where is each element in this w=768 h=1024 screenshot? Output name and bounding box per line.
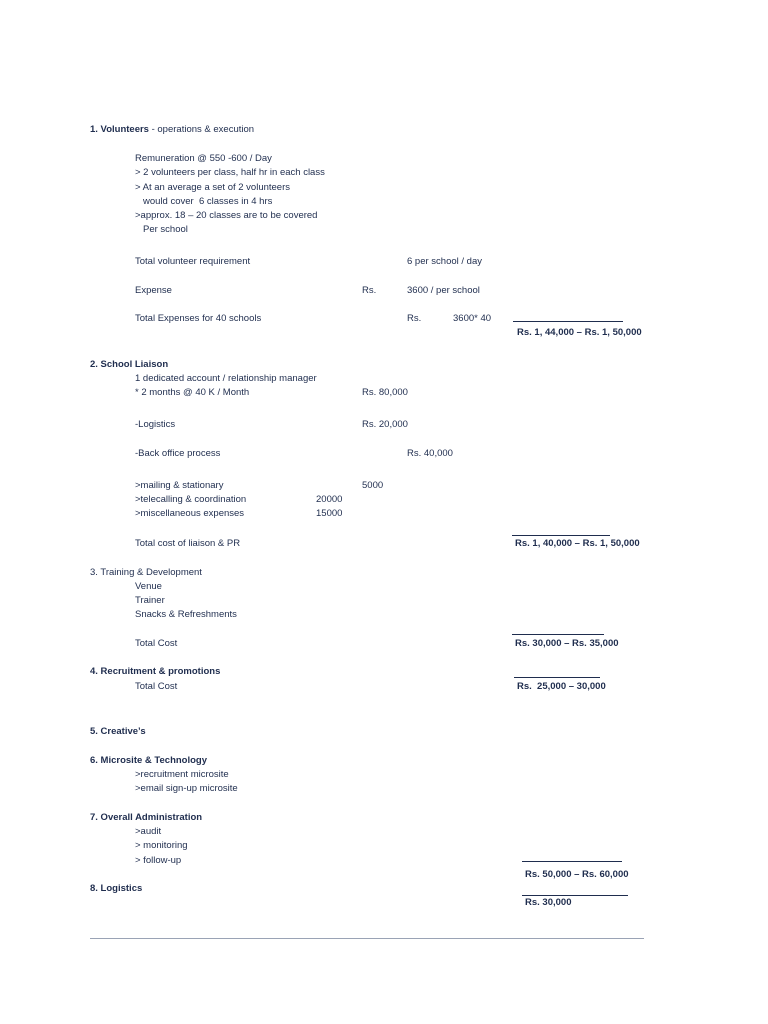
liaison-heading: 2. School Liaison [90,359,169,370]
recruitment-total-rule [514,677,600,678]
creatives-heading: 5. Creative’s [90,726,146,737]
liaison-manager-cost: Rs. 80,000 [362,387,408,398]
microsite-heading: 6. Microsite & Technology [90,755,208,766]
volunteers-heading-suffix: - operations & execution [148,124,255,135]
liaison-mailing-label: >mailing & stationary [135,480,224,491]
microsite-item: >recruitment microsite [135,769,229,780]
logistics-heading: 8. Logistics [90,883,143,894]
administration-total-rule [522,861,622,862]
liaison-misc-cost: 15000 [316,508,343,519]
liaison-total-label: Total cost of liaison & PR [135,538,241,549]
liaison-total-rule [512,535,610,536]
administration-item: >audit [135,826,162,837]
training-item: Trainer [135,595,165,606]
training-item: Venue [135,581,162,592]
recruitment-total-range: Rs. 25,000 – 30,000 [517,681,606,692]
administration-total-range: Rs. 50,000 – Rs. 60,000 [525,869,629,880]
liaison-telecalling-cost: 20000 [316,494,343,505]
volunteer-expense-label: Expense [135,285,172,296]
liaison-logistics-cost: Rs. 20,000 [362,419,408,430]
microsite-item: >email sign-up microsite [135,783,238,794]
volunteer-total-label: Total Expenses for 40 schools [135,313,262,324]
training-heading: 3. Training & Development [90,567,202,578]
volunteer-total-range: Rs. 1, 44,000 – Rs. 1, 50,000 [517,327,642,338]
liaison-mailing-cost: 5000 [362,480,384,491]
training-total-rule [512,634,604,635]
administration-heading: 7. Overall Administration [90,812,203,823]
liaison-telecalling-label: >telecalling & coordination [135,494,247,505]
liaison-manager-cost-label: * 2 months @ 40 K / Month [135,387,250,398]
volunteer-total-rule [513,321,623,322]
volunteers-note-2b: would cover 6 classes in 4 hrs [143,196,273,207]
volunteers-note-3b: Per school [143,224,188,235]
administration-item: > monitoring [135,840,188,851]
volunteers-note-2: > At an average a set of 2 volunteers [135,182,291,193]
volunteer-total-currency: Rs. [407,313,422,324]
volunteer-requirement-label: Total volunteer requirement [135,256,251,267]
page-bottom-rule [90,938,644,939]
volunteer-total-formula: 3600* 40 [453,313,492,324]
liaison-logistics-label: -Logistics [135,419,176,430]
administration-item: > follow-up [135,855,182,866]
liaison-back-office-label: -Back office process [135,448,221,459]
volunteers-heading: 1. Volunteers [90,124,149,135]
training-total-range: Rs. 30,000 – Rs. 35,000 [515,638,619,649]
volunteer-expense-currency: Rs. [362,285,377,296]
training-total-label: Total Cost [135,638,178,649]
volunteers-note-1: > 2 volunteers per class, half hr in each class [135,167,325,178]
training-item: Snacks & Refreshments [135,609,237,620]
volunteers-note-3: >approx. 18 – 20 classes are to be covered [135,210,318,221]
liaison-manager: 1 dedicated account / relationship manager [135,373,317,384]
logistics-total-range: Rs. 30,000 [525,897,572,908]
volunteer-requirement-value: 6 per school / day [407,256,482,267]
volunteers-heading-row [90,124,254,136]
liaison-misc-label: >miscellaneous expenses [135,508,245,519]
volunteer-expense-value: 3600 / per school [407,285,480,296]
recruitment-total-label: Total Cost [135,681,178,692]
liaison-total-range: Rs. 1, 40,000 – Rs. 1, 50,000 [515,538,640,549]
recruitment-heading: 4. Recruitment & promotions [90,666,221,677]
logistics-total-rule [522,895,628,896]
liaison-back-office-cost: Rs. 40,000 [407,448,453,459]
volunteers-remuneration: Remuneration @ 550 -600 / Day [135,153,272,164]
